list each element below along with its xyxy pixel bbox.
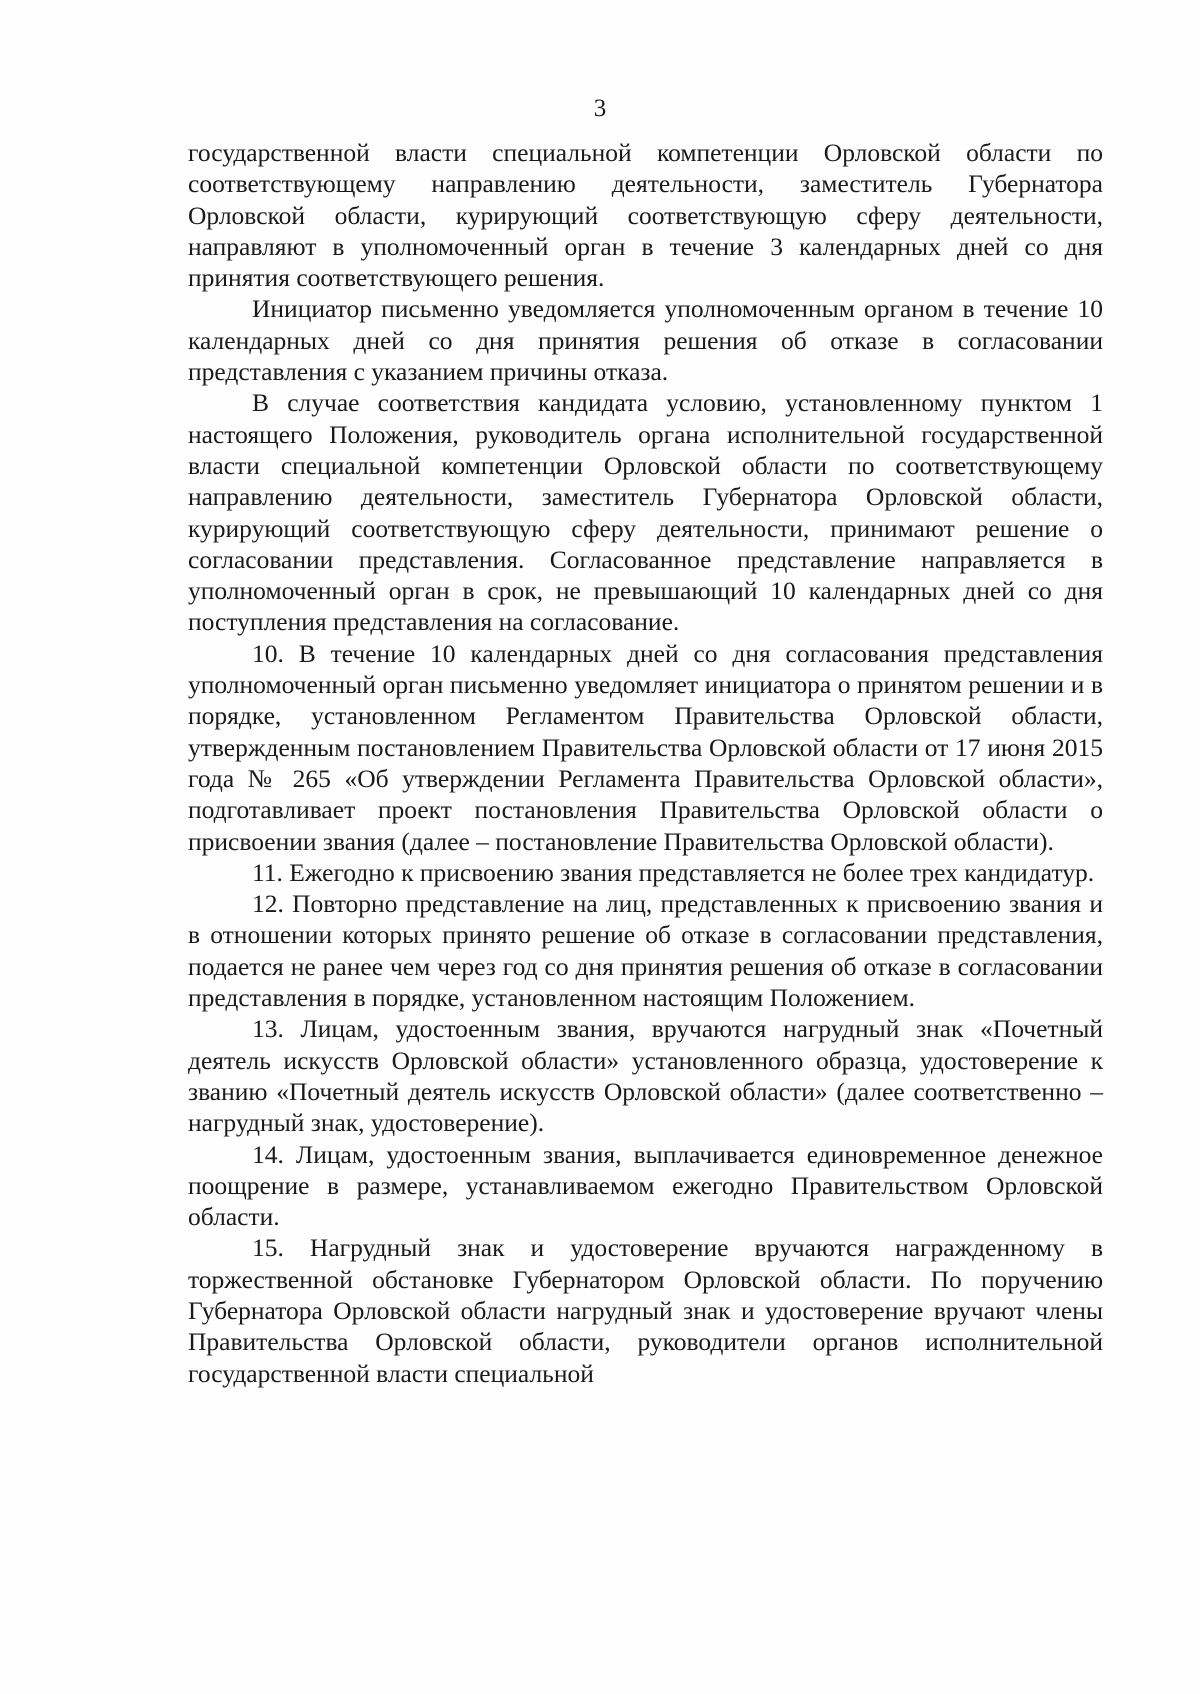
paragraph-10: 10. В течение 10 календарных дней со дня согласования представления уполномоченный орган письменно уведомляет инициатора о принятом решении и в порядке, установленном Регламентом Правительства Орловской области, утвержденным постановлением Правительства Орловской области от 17 июня 2015 года № 265 «Об утверждении Регламента Правительства Орловской области», подготавливает проект постановления Правительства Орловской области о присвоении звания (далее – постановление Правительства Орловской области).	[188, 638, 1103, 856]
page-number: 3	[593, 95, 607, 122]
paragraph-15: 15. Нагрудный знак и удостоверение вручаются награжденному в торжественной обстановке Губернатором Орловской области. По поручению Губернатора Орловской области нагрудный знак и удостоверение вручают члены Правительства Орловской области, руководители органов исполнительной государственной власти специальной	[188, 1233, 1103, 1388]
paragraph-11: 11. Ежегодно к присвоению звания представляется не более трех кандидатур.	[252, 857, 1095, 887]
paragraph-initiator-notice: Инициатор письменно уведомляется уполномоченным органом в течение 10 календарных дней со дня принятия решения об отказе в согласовании представления с указанием причины отказа.	[188, 294, 1103, 387]
paragraph-approval: В случае соответствия кандидата условию, установленному пунктом 1 настоящего Положения, руководитель органа исполнительной государственной власти специальной компетенции Орловской области по соответствующему направлению деятельности, заместитель Губернатора Орловской области, курирующий соответствующую сферу деятельности, принимают решение о согласовании представления. Согласованное представление направляется в уполномоченный орган в срок, не превышающий 10 календарных дней со дня поступления представления на согласование.	[188, 388, 1103, 637]
paragraph-13: 13. Лицам, удостоенным звания, вручаются нагрудный знак «Почетный деятель искусств Орловской области» установленного образца, удостоверение к званию «Почетный деятель искусств Орловской области» (далее соответственно – нагрудный знак, удостоверение).	[188, 1014, 1103, 1138]
paragraph-12: 12. Повторно представление на лиц, представленных к присвоению звания и в отношении которых принято решение об отказе в согласовании представления, подается не ранее чем через год со дня принятия решения об отказе в согласовании представления в порядке, установленном настоящим Положением.	[188, 889, 1103, 1013]
paragraph-14: 14. Лицам, удостоенным звания, выплачивается единовременное денежное поощрение в размере, устанавливаемом ежегодно Правительством Орловской области.	[188, 1139, 1103, 1232]
paragraph-continuation: государственной власти специальной компетенции Орловской области по соответствующему направлению деятельности, заместитель Губернатора Орловской области, курирующий соответствующую сферу деятельности, направляют в уполномоченный орган в течение 3 календарных дней со дня принятия соответствующего решения.	[188, 138, 1103, 293]
document-body	[188, 137, 1103, 1389]
